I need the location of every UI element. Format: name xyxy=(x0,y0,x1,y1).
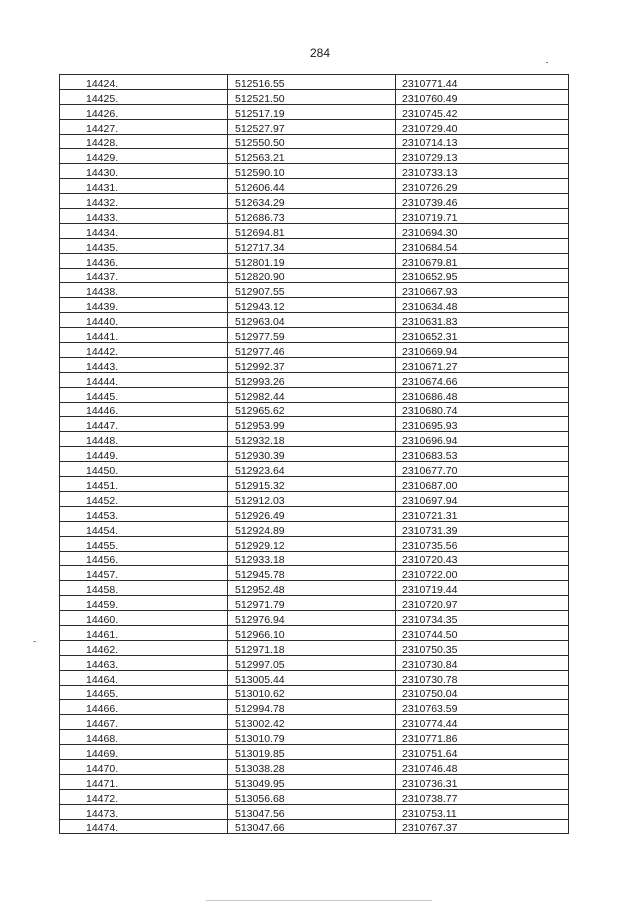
easting-cell: 512517.19 xyxy=(228,104,396,119)
point-number-cell: 14442. xyxy=(60,343,228,358)
point-number-cell: 14433. xyxy=(60,209,228,224)
northing-cell: 2310719.71 xyxy=(396,209,569,224)
easting-cell: 512926.49 xyxy=(228,506,396,521)
point-number-cell: 14424. xyxy=(60,75,228,90)
table-row xyxy=(60,447,569,462)
point-number-cell: 14456. xyxy=(60,551,228,566)
easting-cell: 512952.48 xyxy=(228,581,396,596)
easting-cell: 513019.85 xyxy=(228,745,396,760)
point-number-cell: 14432. xyxy=(60,194,228,209)
northing-cell: 2310667.93 xyxy=(396,283,569,298)
easting-cell: 513002.42 xyxy=(228,715,396,730)
easting-cell: 512953.99 xyxy=(228,417,396,432)
easting-cell: 512977.59 xyxy=(228,328,396,343)
northing-cell: 2310736.31 xyxy=(396,774,569,789)
point-number-cell: 14430. xyxy=(60,164,228,179)
easting-cell: 512527.97 xyxy=(228,119,396,134)
table-row xyxy=(60,179,569,194)
northing-cell: 2310735.56 xyxy=(396,536,569,551)
point-number-cell: 14466. xyxy=(60,700,228,715)
table-row xyxy=(60,581,569,596)
northing-cell: 2310771.86 xyxy=(396,730,569,745)
table-row xyxy=(60,194,569,209)
point-number-cell: 14467. xyxy=(60,715,228,730)
table-row xyxy=(60,491,569,506)
point-number-cell: 14436. xyxy=(60,253,228,268)
table-row xyxy=(60,596,569,611)
point-number-cell: 14435. xyxy=(60,238,228,253)
table-row xyxy=(60,89,569,104)
easting-cell: 512971.18 xyxy=(228,640,396,655)
scan-artifact xyxy=(546,62,548,63)
table-row xyxy=(60,164,569,179)
easting-cell: 512971.79 xyxy=(228,596,396,611)
table-row xyxy=(60,417,569,432)
easting-cell: 513038.28 xyxy=(228,759,396,774)
point-number-cell: 14447. xyxy=(60,417,228,432)
coordinate-table-body xyxy=(60,75,569,834)
point-number-cell: 14441. xyxy=(60,328,228,343)
scan-artifact xyxy=(33,641,36,642)
northing-cell: 2310696.94 xyxy=(396,432,569,447)
easting-cell: 512966.10 xyxy=(228,625,396,640)
table-row xyxy=(60,343,569,358)
point-number-cell: 14461. xyxy=(60,625,228,640)
table-row xyxy=(60,804,569,819)
northing-cell: 2310677.70 xyxy=(396,462,569,477)
northing-cell: 2310729.40 xyxy=(396,119,569,134)
easting-cell: 512965.62 xyxy=(228,402,396,417)
table-row xyxy=(60,238,569,253)
table-row xyxy=(60,730,569,745)
northing-cell: 2310684.54 xyxy=(396,238,569,253)
northing-cell: 2310694.30 xyxy=(396,223,569,238)
easting-cell: 512976.94 xyxy=(228,611,396,626)
northing-cell: 2310751.64 xyxy=(396,745,569,760)
northing-cell: 2310760.49 xyxy=(396,89,569,104)
table-row xyxy=(60,75,569,90)
northing-cell: 2310652.95 xyxy=(396,268,569,283)
easting-cell: 512717.34 xyxy=(228,238,396,253)
easting-cell: 513010.62 xyxy=(228,685,396,700)
northing-cell: 2310730.84 xyxy=(396,655,569,670)
point-number-cell: 14463. xyxy=(60,655,228,670)
northing-cell: 2310726.29 xyxy=(396,179,569,194)
table-row xyxy=(60,372,569,387)
point-number-cell: 14451. xyxy=(60,477,228,492)
point-number-cell: 14439. xyxy=(60,298,228,313)
point-number-cell: 14455. xyxy=(60,536,228,551)
northing-cell: 2310674.66 xyxy=(396,372,569,387)
point-number-cell: 14473. xyxy=(60,804,228,819)
point-number-cell: 14464. xyxy=(60,670,228,685)
easting-cell: 512912.03 xyxy=(228,491,396,506)
northing-cell: 2310763.59 xyxy=(396,700,569,715)
table-row xyxy=(60,640,569,655)
easting-cell: 512930.39 xyxy=(228,447,396,462)
easting-cell: 512915.32 xyxy=(228,477,396,492)
table-row xyxy=(60,283,569,298)
easting-cell: 512694.81 xyxy=(228,223,396,238)
table-row xyxy=(60,536,569,551)
point-number-cell: 14457. xyxy=(60,566,228,581)
point-number-cell: 14450. xyxy=(60,462,228,477)
easting-cell: 512993.26 xyxy=(228,372,396,387)
northing-cell: 2310719.44 xyxy=(396,581,569,596)
table-row xyxy=(60,774,569,789)
point-number-cell: 14449. xyxy=(60,447,228,462)
point-number-cell: 14474. xyxy=(60,819,228,834)
point-number-cell: 14434. xyxy=(60,223,228,238)
northing-cell: 2310652.31 xyxy=(396,328,569,343)
northing-cell: 2310753.11 xyxy=(396,804,569,819)
point-number-cell: 14469. xyxy=(60,745,228,760)
point-number-cell: 14454. xyxy=(60,521,228,536)
table-row xyxy=(60,357,569,372)
table-row xyxy=(60,253,569,268)
northing-cell: 2310744.50 xyxy=(396,625,569,640)
easting-cell: 512550.50 xyxy=(228,134,396,149)
point-number-cell: 14443. xyxy=(60,357,228,372)
table-row xyxy=(60,298,569,313)
point-number-cell: 14452. xyxy=(60,491,228,506)
point-number-cell: 14462. xyxy=(60,640,228,655)
easting-cell: 512634.29 xyxy=(228,194,396,209)
table-row xyxy=(60,209,569,224)
easting-cell: 512563.21 xyxy=(228,149,396,164)
northing-cell: 2310729.13 xyxy=(396,149,569,164)
table-row xyxy=(60,625,569,640)
table-row xyxy=(60,759,569,774)
table-row xyxy=(60,149,569,164)
point-number-cell: 14445. xyxy=(60,387,228,402)
northing-cell: 2310746.48 xyxy=(396,759,569,774)
point-number-cell: 14471. xyxy=(60,774,228,789)
easting-cell: 512992.37 xyxy=(228,357,396,372)
easting-cell: 512686.73 xyxy=(228,209,396,224)
easting-cell: 512994.78 xyxy=(228,700,396,715)
easting-cell: 512945.78 xyxy=(228,566,396,581)
point-number-cell: 14458. xyxy=(60,581,228,596)
easting-cell: 512933.18 xyxy=(228,551,396,566)
northing-cell: 2310720.97 xyxy=(396,596,569,611)
table-row xyxy=(60,655,569,670)
easting-cell: 513010.79 xyxy=(228,730,396,745)
northing-cell: 2310771.44 xyxy=(396,75,569,90)
northing-cell: 2310686.48 xyxy=(396,387,569,402)
northing-cell: 2310767.37 xyxy=(396,819,569,834)
northing-cell: 2310774.44 xyxy=(396,715,569,730)
easting-cell: 512929.12 xyxy=(228,536,396,551)
table-row xyxy=(60,462,569,477)
northing-cell: 2310695.93 xyxy=(396,417,569,432)
northing-cell: 2310697.94 xyxy=(396,491,569,506)
table-row xyxy=(60,387,569,402)
easting-cell: 513005.44 xyxy=(228,670,396,685)
northing-cell: 2310731.39 xyxy=(396,521,569,536)
easting-cell: 512963.04 xyxy=(228,313,396,328)
point-number-cell: 14446. xyxy=(60,402,228,417)
point-number-cell: 14470. xyxy=(60,759,228,774)
point-number-cell: 14440. xyxy=(60,313,228,328)
northing-cell: 2310739.46 xyxy=(396,194,569,209)
easting-cell: 512606.44 xyxy=(228,179,396,194)
table-row xyxy=(60,119,569,134)
northing-cell: 2310714.13 xyxy=(396,134,569,149)
table-row xyxy=(60,134,569,149)
table-row xyxy=(60,506,569,521)
table-row xyxy=(60,819,569,834)
easting-cell: 512923.64 xyxy=(228,462,396,477)
northing-cell: 2310680.74 xyxy=(396,402,569,417)
table-row xyxy=(60,566,569,581)
table-row xyxy=(60,223,569,238)
northing-cell: 2310671.27 xyxy=(396,357,569,372)
table-row xyxy=(60,670,569,685)
scan-artifact xyxy=(206,900,432,901)
table-row xyxy=(60,104,569,119)
table-row xyxy=(60,685,569,700)
northing-cell: 2310687.00 xyxy=(396,477,569,492)
northing-cell: 2310734.35 xyxy=(396,611,569,626)
point-number-cell: 14453. xyxy=(60,506,228,521)
point-number-cell: 14444. xyxy=(60,372,228,387)
northing-cell: 2310730.78 xyxy=(396,670,569,685)
page-number: 284 xyxy=(309,46,331,60)
point-number-cell: 14428. xyxy=(60,134,228,149)
northing-cell: 2310750.04 xyxy=(396,685,569,700)
easting-cell: 513056.68 xyxy=(228,789,396,804)
point-number-cell: 14425. xyxy=(60,89,228,104)
table-row xyxy=(60,551,569,566)
table-row xyxy=(60,611,569,626)
point-number-cell: 14448. xyxy=(60,432,228,447)
easting-cell: 512801.19 xyxy=(228,253,396,268)
point-number-cell: 14472. xyxy=(60,789,228,804)
northing-cell: 2310634.48 xyxy=(396,298,569,313)
easting-cell: 512982.44 xyxy=(228,387,396,402)
point-number-cell: 14427. xyxy=(60,119,228,134)
easting-cell: 512932.18 xyxy=(228,432,396,447)
table-row xyxy=(60,789,569,804)
easting-cell: 512977.46 xyxy=(228,343,396,358)
easting-cell: 512943.12 xyxy=(228,298,396,313)
point-number-cell: 14426. xyxy=(60,104,228,119)
northing-cell: 2310669.94 xyxy=(396,343,569,358)
northing-cell: 2310683.53 xyxy=(396,447,569,462)
northing-cell: 2310679.81 xyxy=(396,253,569,268)
northing-cell: 2310722.00 xyxy=(396,566,569,581)
point-number-cell: 14465. xyxy=(60,685,228,700)
easting-cell: 512516.55 xyxy=(228,75,396,90)
northing-cell: 2310721.31 xyxy=(396,506,569,521)
table-row xyxy=(60,313,569,328)
table-row xyxy=(60,745,569,760)
easting-cell: 512820.90 xyxy=(228,268,396,283)
table-row xyxy=(60,700,569,715)
northing-cell: 2310720.43 xyxy=(396,551,569,566)
table-row xyxy=(60,402,569,417)
point-number-cell: 14468. xyxy=(60,730,228,745)
point-number-cell: 14437. xyxy=(60,268,228,283)
point-number-cell: 14429. xyxy=(60,149,228,164)
point-number-cell: 14460. xyxy=(60,611,228,626)
northing-cell: 2310738.77 xyxy=(396,789,569,804)
northing-cell: 2310733.13 xyxy=(396,164,569,179)
easting-cell: 512907.55 xyxy=(228,283,396,298)
northing-cell: 2310631.83 xyxy=(396,313,569,328)
table-row xyxy=(60,477,569,492)
northing-cell: 2310750.35 xyxy=(396,640,569,655)
table-row xyxy=(60,715,569,730)
point-number-cell: 14431. xyxy=(60,179,228,194)
easting-cell: 512924.89 xyxy=(228,521,396,536)
point-number-cell: 14459. xyxy=(60,596,228,611)
northing-cell: 2310745.42 xyxy=(396,104,569,119)
easting-cell: 513047.56 xyxy=(228,804,396,819)
easting-cell: 512521.50 xyxy=(228,89,396,104)
table-row xyxy=(60,432,569,447)
easting-cell: 513049.95 xyxy=(228,774,396,789)
table-row xyxy=(60,328,569,343)
easting-cell: 513047.66 xyxy=(228,819,396,834)
point-number-cell: 14438. xyxy=(60,283,228,298)
coordinate-table xyxy=(59,74,569,834)
easting-cell: 512997.05 xyxy=(228,655,396,670)
table-row xyxy=(60,268,569,283)
easting-cell: 512590.10 xyxy=(228,164,396,179)
table-row xyxy=(60,521,569,536)
